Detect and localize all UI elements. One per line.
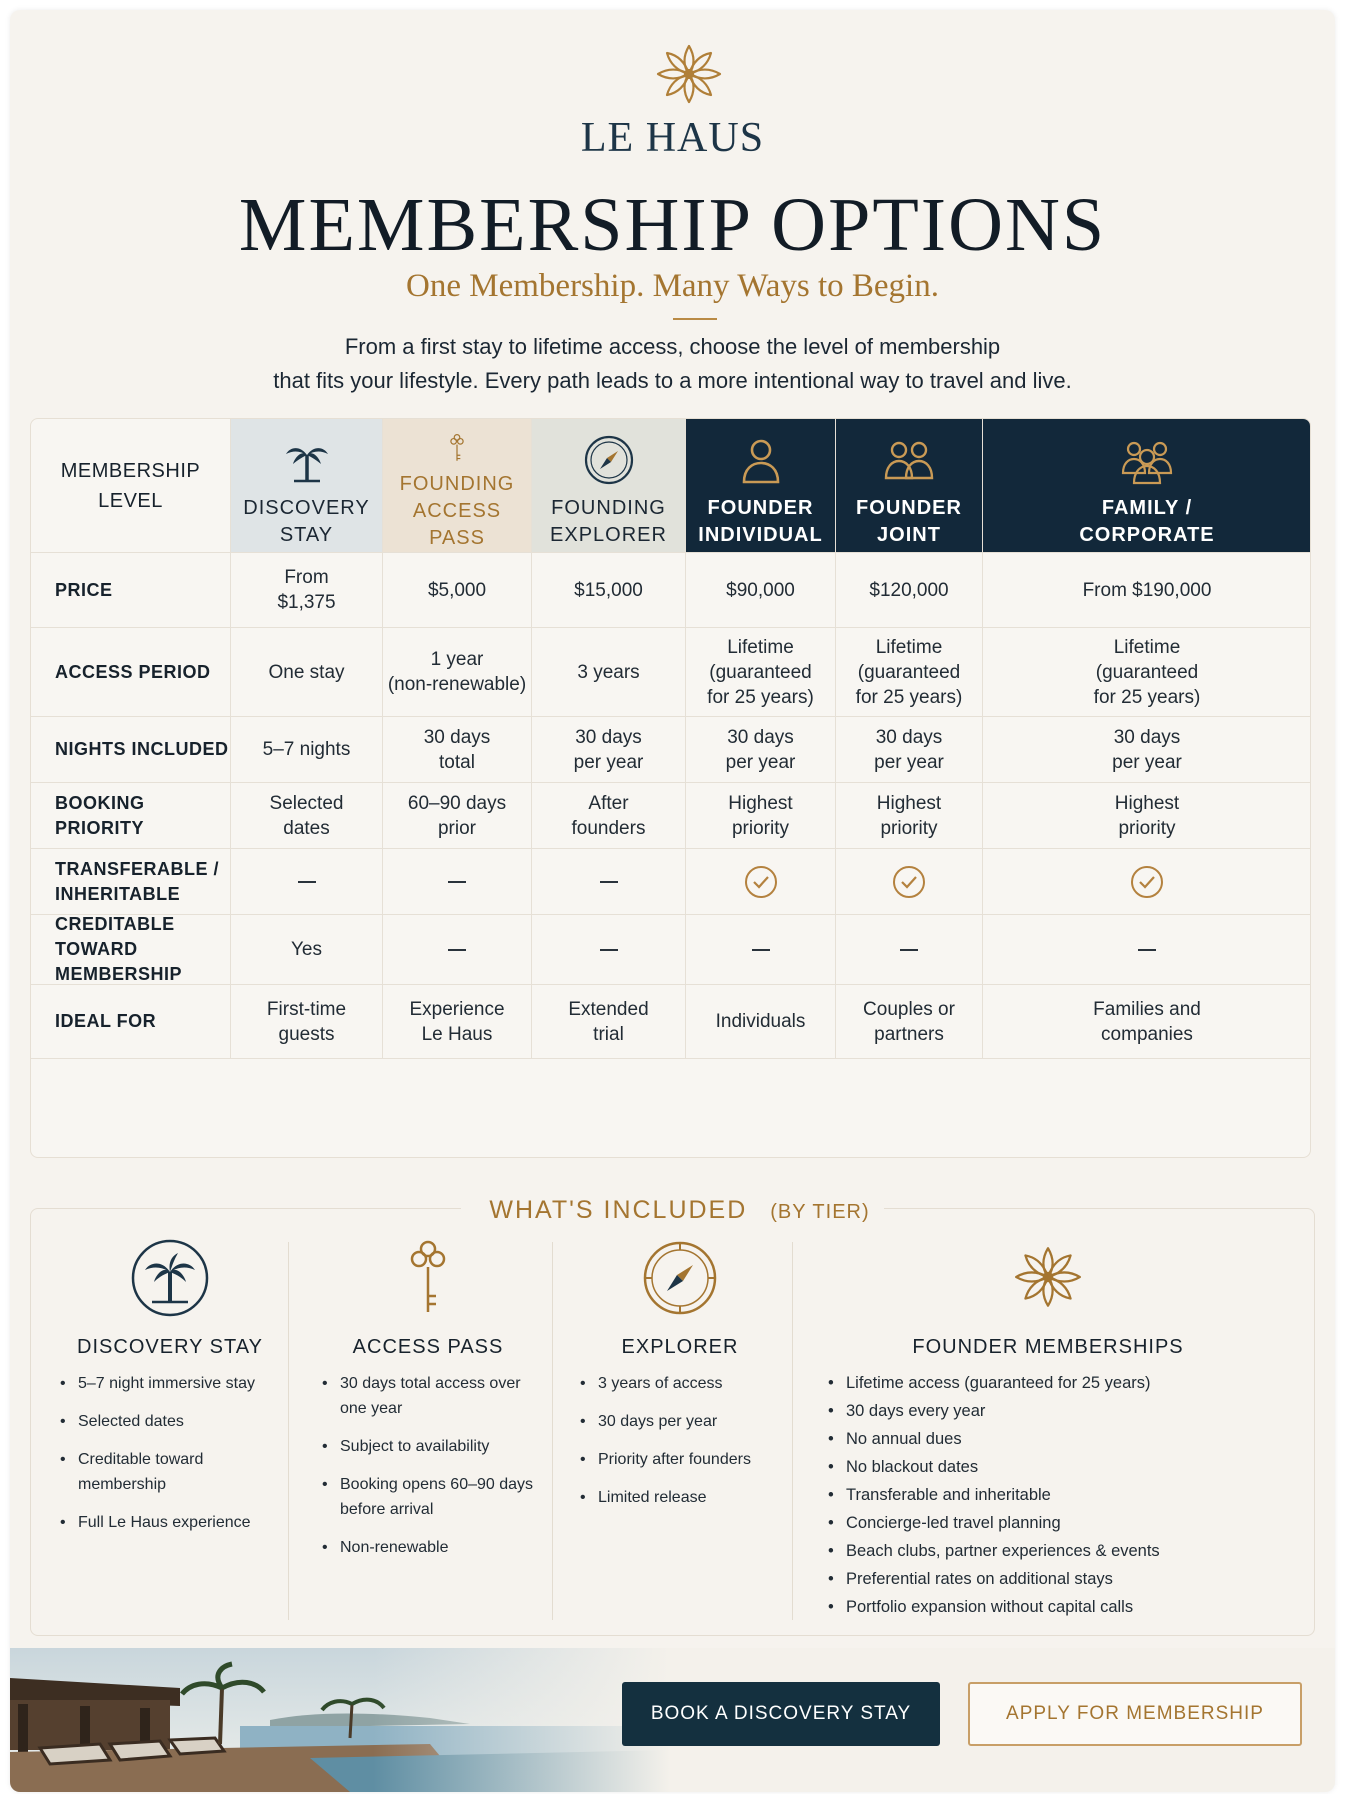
table-cell: Extended trial: [532, 985, 686, 1059]
table-cell: Selected dates: [231, 783, 383, 849]
table-cell: Highest priority: [836, 783, 983, 849]
row-label: BOOKING PRIORITY: [31, 783, 231, 849]
included-title-explorer: EXPLORER: [621, 1336, 739, 1358]
column-header-1: [231, 419, 383, 553]
table-cell: 30 days per year: [532, 717, 686, 783]
row-label: PRICE: [31, 553, 231, 628]
table-cell: Lifetime (guaranteed for 25 years): [983, 628, 1311, 717]
table-cell: Lifetime (guaranteed for 25 years): [686, 628, 836, 717]
table-cell: After founders: [532, 783, 686, 849]
column-header-5: [836, 419, 983, 553]
check-icon: [743, 864, 779, 900]
row-label: NIGHTS INCLUDED: [31, 717, 231, 783]
table-cell: [983, 915, 1311, 985]
list-item: • Non-renewable: [322, 1535, 534, 1560]
list-item: • Lifetime access (guaranteed for 25 years): [828, 1371, 1268, 1396]
palm-tree-icon: [130, 1238, 210, 1318]
list-item: • Creditable toward membership: [60, 1447, 280, 1497]
table-cell: [836, 849, 983, 915]
table-cell: [231, 849, 383, 915]
row-label: ACCESS PERIOD: [31, 628, 231, 717]
table-cell: Highest priority: [686, 783, 836, 849]
column-header-6: [983, 419, 1311, 553]
column-divider: [792, 1242, 793, 1620]
page-subtitle: One Membership. Many Ways to Begin.: [406, 268, 939, 304]
dash-icon: [600, 949, 618, 951]
column-header-label: FOUNDING ACCESS PASS: [399, 473, 515, 549]
key-icon: [406, 1238, 450, 1318]
included-column-discovery: [60, 1238, 280, 1548]
two-people-icon: [882, 433, 936, 487]
resort-pool-image: [10, 1648, 670, 1792]
membership-level-header: MEMBERSHIP LEVEL: [31, 419, 231, 553]
person-icon: [734, 433, 788, 487]
list-item: • Subject to availability: [322, 1434, 534, 1459]
column-header-label: FAMILY / CORPORATE: [1079, 497, 1215, 546]
column-header-label: FOUNDER JOINT: [856, 497, 962, 546]
included-column-access: [322, 1238, 534, 1573]
table-cell: $15,000: [532, 553, 686, 628]
included-list-explorer: [580, 1371, 780, 1510]
table-cell: 30 days per year: [686, 717, 836, 783]
table-cell: Families and companies: [983, 985, 1311, 1059]
intro-line-1: From a first stay to lifetime access, choose the level of membership: [344, 334, 1001, 359]
compass-icon: [640, 1238, 720, 1318]
table-cell: From $1,375: [231, 553, 383, 628]
table-cell: $5,000: [383, 553, 532, 628]
dash-icon: [448, 949, 466, 951]
column-header-label: DISCOVERY STAY: [243, 497, 370, 546]
column-header-label: FOUNDER INDIVIDUAL: [698, 497, 823, 546]
list-item: • Limited release: [580, 1485, 780, 1510]
table-cell: 30 days per year: [983, 717, 1311, 783]
whats-included-heading: [10, 1196, 1335, 1225]
palm-tree-icon: [280, 433, 334, 487]
list-item: • 3 years of access: [580, 1371, 780, 1396]
column-header-3: [532, 419, 686, 553]
list-item: • Portfolio expansion without capital calls: [828, 1595, 1268, 1620]
table-cell: [383, 915, 532, 985]
table-cell: [983, 849, 1311, 915]
table-cell: Yes: [231, 915, 383, 985]
included-column-founder: [828, 1238, 1268, 1623]
dash-icon: [298, 881, 316, 883]
included-title-discovery: DISCOVERY STAY: [77, 1336, 263, 1358]
list-item: • No blackout dates: [828, 1455, 1268, 1480]
intro-text: [10, 330, 1335, 398]
table-cell: 30 days per year: [836, 717, 983, 783]
included-title-access: ACCESS PASS: [352, 1336, 504, 1358]
column-header-4: [686, 419, 836, 553]
column-divider: [552, 1242, 553, 1620]
included-list-access: [322, 1371, 534, 1560]
list-item: • 5–7 night immersive stay: [60, 1371, 280, 1396]
list-item: • 30 days per year: [580, 1409, 780, 1434]
included-title-founder: FOUNDER MEMBERSHIPS: [912, 1336, 1184, 1358]
included-column-explorer: [580, 1238, 780, 1523]
whats-included-title: WHAT'S INCLUDED: [475, 1196, 761, 1224]
list-item: • Transferable and inheritable: [828, 1483, 1268, 1508]
apply-for-membership-button[interactable]: APPLY FOR MEMBERSHIP: [968, 1682, 1302, 1746]
check-icon: [1129, 864, 1165, 900]
compass-icon: [582, 433, 636, 487]
list-item: • 30 days total access over one year: [322, 1371, 534, 1421]
table-cell: Highest priority: [983, 783, 1311, 849]
table-cell: 60–90 days prior: [383, 783, 532, 849]
table-cell: 3 years: [532, 628, 686, 717]
table-cell: 1 year (non-renewable): [383, 628, 532, 717]
table-cell: [836, 915, 983, 985]
table-cell: [686, 849, 836, 915]
column-divider: [288, 1242, 289, 1620]
subtitle-divider: [673, 318, 717, 320]
column-header-2: [383, 419, 532, 553]
table-cell: [532, 915, 686, 985]
brand-name: LE HAUS: [580, 115, 765, 161]
list-item: • Full Le Haus experience: [60, 1510, 280, 1535]
dash-icon: [448, 881, 466, 883]
table-cell: Individuals: [686, 985, 836, 1059]
table-cell: [686, 915, 836, 985]
table-cell: [383, 849, 532, 915]
table-cell: 30 days total: [383, 717, 532, 783]
dash-icon: [600, 881, 618, 883]
whats-included-suffix: (BY TIER): [770, 1201, 870, 1223]
key-icon: [430, 433, 484, 463]
list-item: • Beach clubs, partner experiences & events: [828, 1539, 1268, 1564]
list-item: • Selected dates: [60, 1409, 280, 1434]
table-cell: Experience Le Haus: [383, 985, 532, 1059]
list-item: • No annual dues: [828, 1427, 1268, 1452]
list-item: • Preferential rates on additional stays: [828, 1567, 1268, 1592]
lotus-icon: [650, 40, 728, 110]
table-cell: First-time guests: [231, 985, 383, 1059]
list-item: • Concierge-led travel planning: [828, 1511, 1268, 1536]
book-discovery-stay-button[interactable]: BOOK A DISCOVERY STAY: [622, 1682, 940, 1746]
group-icon: [1120, 433, 1174, 487]
list-item: • 30 days every year: [828, 1399, 1268, 1424]
membership-comparison-table: [30, 418, 1311, 1158]
row-label: CREDITABLE TOWARD MEMBERSHIP: [31, 915, 231, 985]
table-cell: Couples or partners: [836, 985, 983, 1059]
page-title: MEMBERSHIP OPTIONS: [238, 183, 1107, 267]
dash-icon: [752, 949, 770, 951]
table-cell: Lifetime (guaranteed for 25 years): [836, 628, 983, 717]
membership-page: [10, 10, 1335, 1792]
table-cell: One stay: [231, 628, 383, 717]
check-icon: [891, 864, 927, 900]
table-cell: 5–7 nights: [231, 717, 383, 783]
table-cell: $90,000: [686, 553, 836, 628]
included-list-discovery: [60, 1371, 280, 1535]
list-item: • Priority after founders: [580, 1447, 780, 1472]
column-header-label: FOUNDING EXPLORER: [550, 497, 667, 546]
dash-icon: [900, 949, 918, 951]
row-label: IDEAL FOR: [31, 985, 231, 1059]
dash-icon: [1138, 949, 1156, 951]
lotus-icon: [1008, 1238, 1088, 1318]
included-list-founder: [828, 1371, 1268, 1620]
footer-banner: [10, 1648, 1335, 1792]
table-cell: $120,000: [836, 553, 983, 628]
list-item: • Booking opens 60–90 days before arrival: [322, 1472, 534, 1522]
intro-line-2: that fits your lifestyle. Every path leads to a more intentional way to travel and live.: [273, 368, 1072, 393]
row-label: TRANSFERABLE / INHERITABLE: [31, 849, 231, 915]
table-cell: From $190,000: [983, 553, 1311, 628]
table-cell: [532, 849, 686, 915]
